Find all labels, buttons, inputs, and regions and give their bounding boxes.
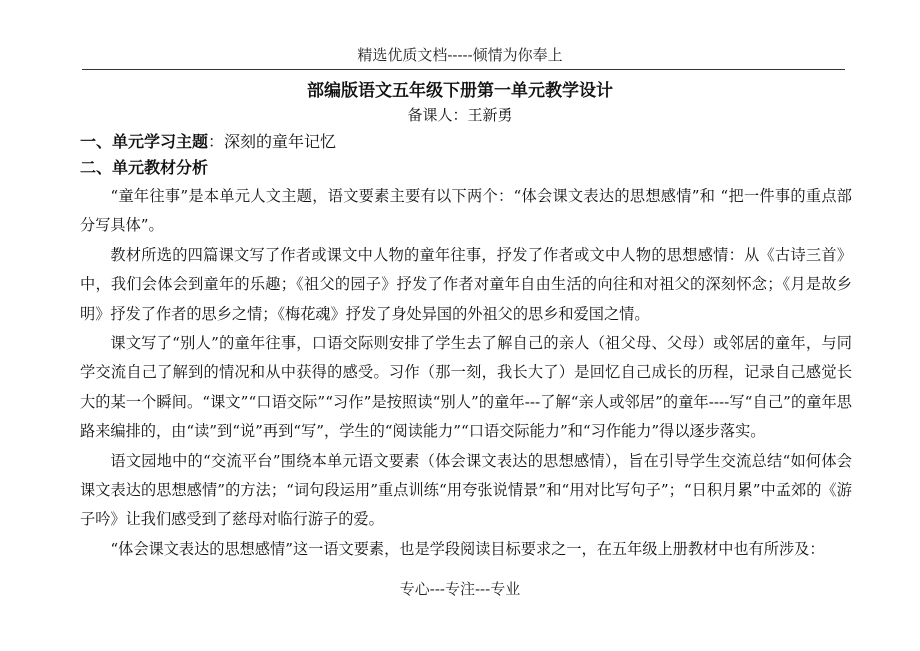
section-heading-2 — [80, 155, 208, 178]
document-title: 部编版语文五年级下册第一单元教学设计 — [307, 81, 613, 101]
document-body — [80, 182, 852, 564]
section-heading-1 — [80, 129, 336, 152]
section-heading-1-label: 一、单元学习主题 — [80, 132, 209, 151]
paragraph-1: “童年往事”是本单元人文主题，语文要素主要有以下两个：“体会课文表达的思想感情”和 “把一件事的重点部分写具体”。 — [80, 187, 852, 235]
page-footer-text: 专心---专注---专业 — [399, 580, 521, 598]
paragraph-5: “体会课文表达的思想感情”这一语文要素，也是学段阅读目标要求之一，在五年级上册教材中也有所涉及： — [110, 539, 825, 558]
paragraph-3: 课文写了“别人”的童年往事，口语交际则安排了学生去了解自己的亲人（祖父母、父母）或邻居的童年，与同学交流自己了解到的情况和从中获得的感受。习作（那一刻，我长大了）是回忆自己成长的历程，记录自己感觉长大的某一个瞬间。“课文”“口语交际”“习作”是按照读“别人”的童年---了解“亲人或邻居”的童年----写“自己”的童年思路来编排的，由“读”到“说”再到“写”，学生的“阅读能力”“口语交际能力”和“习作能力”得以逐步落实。 — [80, 334, 852, 441]
paragraph-4: 语文园地中的“交流平台”围绕本单元语文要素（体会课文表达的思想感情），旨在引导学生交流总结“如何体会课文表达的思想感情”的方法；“词句段运用”重点训练“用夸张说情景”和“用对比写句子”；“日积月累”中孟郊的《游子吟》让我们感受到了慈母对临行游子的爱。 — [80, 451, 852, 529]
section-heading-2-label: 二、单元教材分析 — [80, 158, 209, 177]
author-line: 备课人：王新勇 — [407, 106, 513, 124]
header-divider — [82, 69, 845, 70]
paragraph-2: 教材所选的四篇课文写了作者或课文中人物的童年往事，抒发了作者或文中人物的思想感情：从《古诗三首》中，我们会体会到童年的乐趣；《祖父的园子》抒发了作者对童年自由生活的向往和对祖父的深刻怀念；《月是故乡明》抒发了作者的思乡之情；《梅花魂》抒发了身处异国的外祖父的思乡和爱国之情。 — [80, 245, 852, 323]
page-header-text: 精选优质文档-----倾情为你奉上 — [357, 46, 563, 64]
section-heading-1-value: ：深刻的童年记忆 — [208, 132, 337, 151]
